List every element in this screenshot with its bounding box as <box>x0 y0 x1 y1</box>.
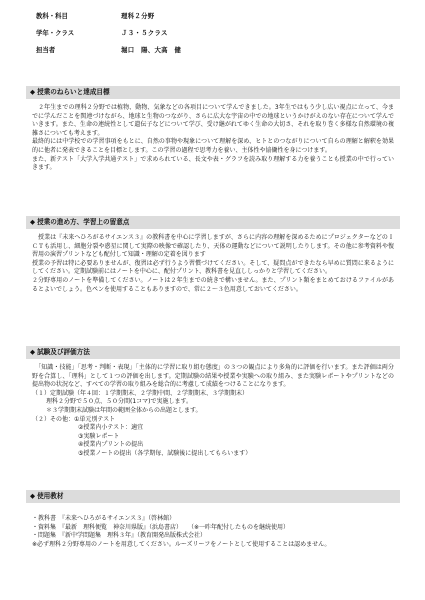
section-materials <box>26 490 400 549</box>
list-item: （２）その他：①単元別テスト <box>32 415 116 423</box>
meta-value: 理科２分野 <box>121 12 155 21</box>
list-item: ・問題集 『新中学問題集 理科３年』（教育開発出版株式会社） <box>32 532 207 540</box>
list-item: ④授業内プリントの提出 <box>78 441 144 449</box>
diamond-icon: ◆ <box>30 88 36 97</box>
diamond-icon: ◆ <box>30 218 36 227</box>
meta-value: Ｊ３・５クラス <box>121 29 168 38</box>
section-heading <box>26 490 400 503</box>
section-heading <box>26 346 400 359</box>
diamond-icon: ◆ <box>30 348 36 357</box>
section-heading <box>26 216 400 229</box>
meta-row-class <box>36 25 376 42</box>
list-item: （１）定期試験（年４回：１学期期末、２学期中間、２学期期末、３学期期末） <box>32 389 249 397</box>
section-goals <box>26 86 400 173</box>
paragraph: ２分野専用のノートを準備してください。ノートは２年生までの続きで構いません。また、プリント類をまとめておけるファイルがあるとよいでしょう。色ペンを使用することもありますので、常に２～３色用意しておいてください。 <box>32 276 394 293</box>
section-body <box>26 229 400 294</box>
meta-row-subject <box>36 8 376 25</box>
section-evaluation <box>26 346 400 459</box>
meta-value: 堀口 陽、大高 健 <box>121 46 182 55</box>
paragraph: 授業は『未来へひろがるサイエンス３』の教科書を中心に学習しますが、さらに内容の理解を深めるためにプロジェクターなどのＩＣＴも活用し、細胞分裂や惑星に関して実際の映像で確認したり、天体の運動などについて説明したりします。その他に参考資料や復習用の演習プリントなども配付して知識・理解の定着を図ります <box>32 234 394 259</box>
paragraph: 授業の予習は特に必要ありませんが、復習は必ず行うよう習慣づけてください。そして、疑問点ができたなら早めに質問に来るようにしてください。定期試験前にはノートを中心に、配付プリント、教科書を見直ししっかりと学習してください。 <box>32 259 394 276</box>
list-item: ・資料集 『最新 理科便覧 神奈川県版』（浜島書店） （※一昨年配付したものを継続使用） <box>32 523 290 531</box>
paragraph: 「知識・技能」「思考・判断・表現」「主体的に学習に取り組む態度」の３つの観点により多角的に評価を行います。また評価は両分野を合算し、「理科」として１つの評価を出します。定期試験の結果や授業や実験への取り組み、また実験レポートやプリントなどの提出物の状況など、すべての学習の取り組みを総合的に考慮して成績をつけることになります。 <box>32 364 394 389</box>
meta-label: 担当者 <box>36 46 56 55</box>
list-item: ・教科書 『未来へひろがるサイエンス３』（啓林館） <box>32 515 176 522</box>
diamond-icon: ◆ <box>30 492 36 501</box>
section-method <box>26 216 400 294</box>
section-heading-text: 試験及び評価方法 <box>37 348 90 357</box>
list-item: ③実験レポート <box>78 432 120 440</box>
section-heading-text: 授業の進め方、学習上の留意点 <box>37 218 130 227</box>
list-item: ※必ず理科２分野専用のノートを用意してください。ルーズリーフをノートとして使用することは認めません。 <box>32 540 331 548</box>
meta-row-teacher <box>36 42 376 59</box>
course-info <box>36 8 376 59</box>
section-heading <box>26 86 400 99</box>
paragraph: 最終的には中学校での学習事項をもとに、自然の事物や現象について理解を深め、ヒトとのつながりについて自らの理解と解釈を効果的に他者に発表できることを目標とします。この学習の過程で思考力を養い、主体性や協働性を身につけます。 <box>32 138 394 154</box>
list-item: ＊３学期期末試験は年間の範囲全体からの出題とします。 <box>46 406 202 414</box>
list-item: ⑤授業ノートの提出（各学期毎、試験後に提出してもらいます） <box>78 449 252 457</box>
list-item: ②授業内小テスト：適宜 <box>78 424 144 432</box>
paragraph: また、新テスト「大学入学共通テスト」で求められている、長文や表・グラフを読み取り理解する力を養うことも授業の中で行っていきます。 <box>32 155 394 172</box>
section-heading-text: 授業のねらいと達成目標 <box>37 88 110 97</box>
section-body <box>26 503 400 549</box>
meta-label: 学年・クラス <box>36 29 75 38</box>
section-heading-text: 使用教材 <box>37 492 64 501</box>
section-body <box>26 99 400 173</box>
meta-label: 教科・科目 <box>36 12 68 21</box>
paragraph: ２年生までの理科２分野では植物、動物、気象などの各項目について学んできました。3年生ではもう少し広い視点に立って、今までに学んだことを関連づけながら、地球と生物のつながり、さらに広大な宇宙の中での地球というかけがえのない存在について学んでいきます。また、生命の連続性として遺伝子などについて学び、受け継がれてゆく生命の大切さ、それを取り巻く多様な自然環境の複雑さについても考えます。 <box>32 104 394 137</box>
list-item: 理科２分野で５０点、５０分間(1コマ)で実施します。 <box>46 398 193 406</box>
section-body <box>26 359 400 459</box>
